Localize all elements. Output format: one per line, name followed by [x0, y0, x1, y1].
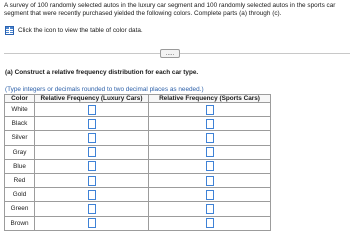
table-row — [5, 216, 271, 230]
problem-statement — [4, 2, 350, 18]
table-row — [5, 173, 271, 187]
color-label: Silver — [5, 131, 35, 145]
table-row — [5, 188, 271, 202]
luxury-answer-input[interactable] — [88, 190, 96, 200]
color-label: Blue — [5, 159, 35, 173]
luxury-cell — [35, 145, 149, 159]
luxury-cell — [35, 159, 149, 173]
color-label: Gray — [5, 145, 35, 159]
luxury-answer-input[interactable] — [88, 218, 96, 228]
table-row — [5, 103, 271, 117]
sports-answer-input[interactable] — [206, 204, 214, 214]
table-row — [5, 117, 271, 131]
luxury-cell — [35, 173, 149, 187]
color-label: Black — [5, 117, 35, 131]
sports-cell — [149, 159, 271, 173]
color-data-link-text: Click the icon to view the table of color data. — [18, 26, 143, 34]
table-row — [5, 202, 271, 216]
color-label: Red — [5, 173, 35, 187]
table-row — [5, 131, 271, 145]
color-label: Gold — [5, 188, 35, 202]
luxury-cell — [35, 216, 149, 230]
table-row — [5, 145, 271, 159]
sports-cell — [149, 145, 271, 159]
answer-instruction: (Type integers or decimals rounded to two decimal places as needed.) — [5, 86, 204, 93]
sports-answer-input[interactable] — [206, 190, 214, 200]
sports-cell — [149, 173, 271, 187]
luxury-answer-input[interactable] — [88, 161, 96, 171]
color-label: Brown — [5, 216, 35, 230]
sports-cell — [149, 216, 271, 230]
part-a-title: (a) Construct a relative frequency distribution for each car type. — [5, 69, 199, 76]
relative-frequency-table — [4, 94, 271, 231]
sports-cell — [149, 117, 271, 131]
table-row — [5, 159, 271, 173]
problem-statement-line2: segment that were recently purchased yielded the following colors. Complete parts (a) through (c). — [4, 10, 282, 18]
luxury-answer-input[interactable] — [88, 133, 96, 143]
luxury-answer-input[interactable] — [88, 119, 96, 129]
expand-more-button[interactable]: ..... — [160, 49, 180, 58]
problem-statement-line1: A survey of 100 randomly selected autos in the luxury car segment and 100 randomly selected autos in the sports car — [4, 2, 336, 9]
sports-answer-input[interactable] — [206, 105, 214, 115]
header-sports: Relative Frequency (Sports Cars) — [149, 95, 271, 103]
sports-answer-input[interactable] — [206, 161, 214, 171]
sports-cell — [149, 103, 271, 117]
sports-answer-input[interactable] — [206, 119, 214, 129]
sports-answer-input[interactable] — [206, 176, 214, 186]
header-color: Color — [5, 95, 35, 103]
sports-answer-input[interactable] — [206, 133, 214, 143]
luxury-answer-input[interactable] — [88, 204, 96, 214]
luxury-cell — [35, 188, 149, 202]
header-luxury: Relative Frequency (Luxury Cars) — [35, 95, 149, 103]
luxury-cell — [35, 202, 149, 216]
luxury-cell — [35, 117, 149, 131]
luxury-cell — [35, 131, 149, 145]
color-label: Green — [5, 202, 35, 216]
luxury-answer-input[interactable] — [88, 105, 96, 115]
sports-cell — [149, 202, 271, 216]
sports-cell — [149, 131, 271, 145]
luxury-answer-input[interactable] — [88, 176, 96, 186]
luxury-cell — [35, 103, 149, 117]
sports-answer-input[interactable] — [206, 218, 214, 228]
color-label: White — [5, 103, 35, 117]
sports-cell — [149, 188, 271, 202]
table-icon[interactable] — [5, 26, 14, 35]
sports-answer-input[interactable] — [206, 147, 214, 157]
color-data-link[interactable] — [5, 25, 143, 35]
table-header-row — [5, 95, 271, 103]
luxury-answer-input[interactable] — [88, 147, 96, 157]
